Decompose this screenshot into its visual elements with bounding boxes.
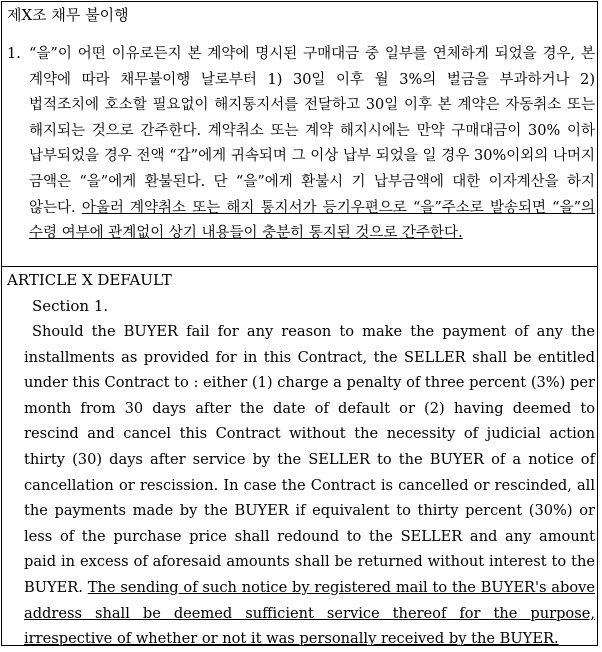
english-clause-body: Should the BUYER fail for any reason to make the payment of any the installments as provided for in this Contract, the SELLER shall be entitled under this Contract to : either (1) charge a penalty of three percent (3%) per month from 30 days after the date of default or (2) having deemed to rescind and cancel this Contract without the necessity of judicial action thirty (30) days after service by the SELLER to the BUYER of a notice of cancellation or rescission. In case the Contract is cancelled or rescinded, all the payments made by the BUYER if equivalent to thirty percent (30%) or less of the purchase price shall redound to the SELLER and any amount paid in excess of aforesaid amounts shall be returned without interest to the BUYER. xyxy=(24,323,595,596)
english-clause-text xyxy=(24,319,595,652)
korean-article-title: 제X조 채무 불이행 xyxy=(7,6,129,24)
korean-item-number: 1. xyxy=(7,46,21,62)
english-article-title: ARTICLE X DEFAULT xyxy=(7,271,172,289)
contract-clause-table xyxy=(1,1,598,646)
korean-clause-text xyxy=(29,42,595,247)
korean-clause-underlined: 아울러 계약취소 또는 해지 통지서가 등기우편으로 “을”주소로 발송되면 “을”의 수령 여부에 관계없이 상기 내용들이 충분히 통지된 것으로 간주한다. xyxy=(29,199,595,242)
korean-clause-body: “을”이 어떤 이유로든지 본 계약에 명시된 구매대금 중 일부를 연체하게 되었을 경우, 본 계약에 따라 채무불이행 날로부터 1) 30일 이후 월 3%의 벌금을 부과하거나 2) 법적조치에 호소할 필요없이 해지통지서를 전달하고 30일 이후 본 계약은 자동취소 또는 해지되는 것으로 간주한다. 계약취소 또는 계약 해지시에는 만약 구매대금이 30% 이하 납부되었을 경우 전액 “갑”에게 귀속되며 그 이상 납부 되었을 일 경우 30%이외의 나머지 금액은 “을”에게 환불된다. 단 “을”에게 환불시 기 납부금액에 대한 이자계산을 하지 않는다. xyxy=(29,46,595,216)
english-clause-underlined: The sending of such notice by registered mail to the BUYER's above address shall be deemed sufficient service thereof for the purpose, irrespective of whether or not it was personally received by the BUYER. xyxy=(24,578,595,648)
row-divider xyxy=(2,266,597,267)
english-section-label: Section 1. xyxy=(32,297,109,315)
